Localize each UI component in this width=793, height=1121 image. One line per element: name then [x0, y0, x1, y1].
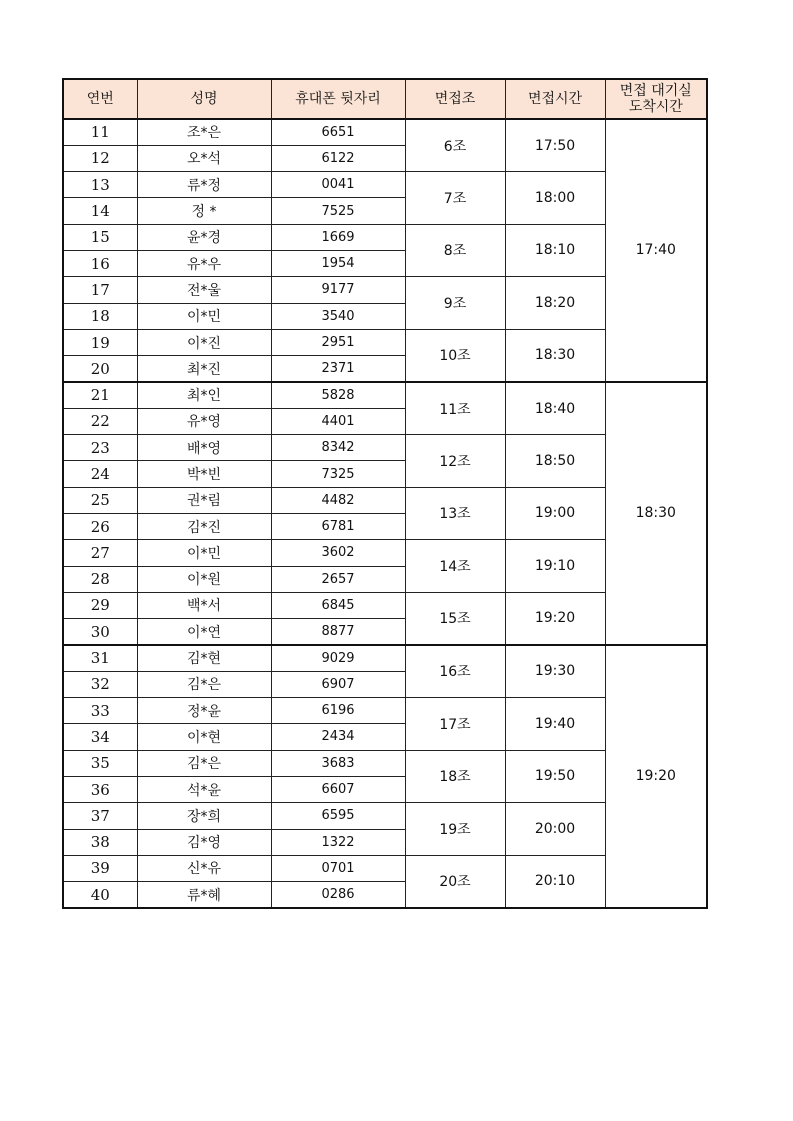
applicant-name: 백*서 [137, 592, 271, 618]
phone-last-digits: 6651 [271, 119, 405, 145]
header-group: 면접조 [405, 79, 505, 119]
row-number: 37 [63, 803, 137, 829]
interview-group: 20조 [405, 855, 505, 908]
phone-last-digits: 4401 [271, 408, 405, 434]
phone-last-digits: 0041 [271, 172, 405, 198]
applicant-name: 유*우 [137, 250, 271, 276]
phone-last-digits: 6595 [271, 803, 405, 829]
phone-last-digits: 8877 [271, 619, 405, 645]
applicant-name: 김*은 [137, 671, 271, 697]
header-time: 면접시간 [505, 79, 605, 119]
table-body [63, 119, 707, 908]
waiting-room-arrival-time: 18:30 [605, 382, 707, 645]
row-number: 40 [63, 882, 137, 908]
applicant-name: 이*민 [137, 540, 271, 566]
phone-last-digits: 3683 [271, 750, 405, 776]
row-number: 30 [63, 619, 137, 645]
interview-time: 18:30 [505, 329, 605, 382]
interview-schedule-table [62, 78, 708, 909]
applicant-name: 윤*경 [137, 224, 271, 250]
phone-last-digits: 3540 [271, 303, 405, 329]
row-number: 28 [63, 566, 137, 592]
row-number: 15 [63, 224, 137, 250]
applicant-name: 최*진 [137, 356, 271, 382]
phone-last-digits: 8342 [271, 435, 405, 461]
interview-time: 19:00 [505, 487, 605, 540]
row-number: 33 [63, 698, 137, 724]
interview-group: 14조 [405, 540, 505, 593]
applicant-name: 류*혜 [137, 882, 271, 908]
applicant-name: 이*연 [137, 619, 271, 645]
row-number: 26 [63, 513, 137, 539]
applicant-name: 정*윤 [137, 698, 271, 724]
interview-group: 13조 [405, 487, 505, 540]
interview-time: 18:10 [505, 224, 605, 277]
applicant-name: 권*림 [137, 487, 271, 513]
row-number: 36 [63, 776, 137, 802]
applicant-name: 신*유 [137, 855, 271, 881]
phone-last-digits: 4482 [271, 487, 405, 513]
header-phone: 휴대폰 뒷자리 [271, 79, 405, 119]
phone-last-digits: 1322 [271, 829, 405, 855]
interview-group: 9조 [405, 277, 505, 330]
row-number: 27 [63, 540, 137, 566]
table-row [63, 382, 707, 408]
row-number: 35 [63, 750, 137, 776]
interview-time: 17:50 [505, 119, 605, 172]
interview-group: 6조 [405, 119, 505, 172]
applicant-name: 이*민 [137, 303, 271, 329]
phone-last-digits: 7325 [271, 461, 405, 487]
table-row [63, 645, 707, 671]
table-header [63, 79, 707, 119]
phone-last-digits: 2951 [271, 329, 405, 355]
phone-last-digits: 6781 [271, 513, 405, 539]
row-number: 24 [63, 461, 137, 487]
applicant-name: 김*영 [137, 829, 271, 855]
applicant-name: 최*인 [137, 382, 271, 408]
header-arrival [605, 79, 707, 119]
interview-time: 19:50 [505, 750, 605, 803]
phone-last-digits: 2657 [271, 566, 405, 592]
row-number: 19 [63, 329, 137, 355]
row-number: 11 [63, 119, 137, 145]
applicant-name: 김*현 [137, 645, 271, 671]
row-number: 17 [63, 277, 137, 303]
interview-group: 17조 [405, 698, 505, 751]
interview-time: 18:50 [505, 435, 605, 488]
row-number: 31 [63, 645, 137, 671]
row-number: 20 [63, 356, 137, 382]
applicant-name: 김*은 [137, 750, 271, 776]
phone-last-digits: 1954 [271, 250, 405, 276]
waiting-room-arrival-time: 19:20 [605, 645, 707, 908]
applicant-name: 오*석 [137, 145, 271, 171]
row-number: 29 [63, 592, 137, 618]
header-no: 연번 [63, 79, 137, 119]
applicant-name: 배*영 [137, 435, 271, 461]
phone-last-digits: 1669 [271, 224, 405, 250]
row-number: 38 [63, 829, 137, 855]
applicant-name: 장*희 [137, 803, 271, 829]
phone-last-digits: 6196 [271, 698, 405, 724]
applicant-name: 석*윤 [137, 776, 271, 802]
row-number: 21 [63, 382, 137, 408]
row-number: 25 [63, 487, 137, 513]
row-number: 14 [63, 198, 137, 224]
interview-group: 8조 [405, 224, 505, 277]
phone-last-digits: 5828 [271, 382, 405, 408]
applicant-name: 이*현 [137, 724, 271, 750]
interview-time: 18:40 [505, 382, 605, 435]
interview-group: 18조 [405, 750, 505, 803]
interview-time: 18:00 [505, 172, 605, 225]
header-row [63, 79, 707, 119]
interview-time: 18:20 [505, 277, 605, 330]
phone-last-digits: 6122 [271, 145, 405, 171]
interview-group: 15조 [405, 592, 505, 645]
phone-last-digits: 2434 [271, 724, 405, 750]
table-row [63, 119, 707, 145]
interview-group: 7조 [405, 172, 505, 225]
applicant-name: 이*진 [137, 329, 271, 355]
interview-time: 19:10 [505, 540, 605, 593]
interview-time: 19:30 [505, 645, 605, 698]
interview-time: 20:10 [505, 855, 605, 908]
interview-time: 19:20 [505, 592, 605, 645]
interview-group: 16조 [405, 645, 505, 698]
interview-group: 19조 [405, 803, 505, 856]
row-number: 18 [63, 303, 137, 329]
row-number: 13 [63, 172, 137, 198]
interview-group: 10조 [405, 329, 505, 382]
row-number: 16 [63, 250, 137, 276]
header-arrival-line2: 도착시간 [628, 99, 683, 115]
applicant-name: 전*울 [137, 277, 271, 303]
row-number: 23 [63, 435, 137, 461]
interview-group: 11조 [405, 382, 505, 435]
row-number: 12 [63, 145, 137, 171]
phone-last-digits: 2371 [271, 356, 405, 382]
row-number: 32 [63, 671, 137, 697]
phone-last-digits: 6607 [271, 776, 405, 802]
applicant-name: 이*원 [137, 566, 271, 592]
interview-time: 19:40 [505, 698, 605, 751]
applicant-name: 정 * [137, 198, 271, 224]
phone-last-digits: 9029 [271, 645, 405, 671]
phone-last-digits: 9177 [271, 277, 405, 303]
phone-last-digits: 0286 [271, 882, 405, 908]
interview-group: 12조 [405, 435, 505, 488]
interview-time: 20:00 [505, 803, 605, 856]
waiting-room-arrival-time: 17:40 [605, 119, 707, 382]
row-number: 39 [63, 855, 137, 881]
header-name: 성명 [137, 79, 271, 119]
row-number: 34 [63, 724, 137, 750]
applicant-name: 조*은 [137, 119, 271, 145]
phone-last-digits: 6845 [271, 592, 405, 618]
phone-last-digits: 0701 [271, 855, 405, 881]
header-arrival-line1: 면접 대기실 [619, 83, 692, 99]
applicant-name: 류*정 [137, 172, 271, 198]
applicant-name: 김*진 [137, 513, 271, 539]
row-number: 22 [63, 408, 137, 434]
phone-last-digits: 7525 [271, 198, 405, 224]
applicant-name: 유*영 [137, 408, 271, 434]
applicant-name: 박*빈 [137, 461, 271, 487]
phone-last-digits: 6907 [271, 671, 405, 697]
phone-last-digits: 3602 [271, 540, 405, 566]
